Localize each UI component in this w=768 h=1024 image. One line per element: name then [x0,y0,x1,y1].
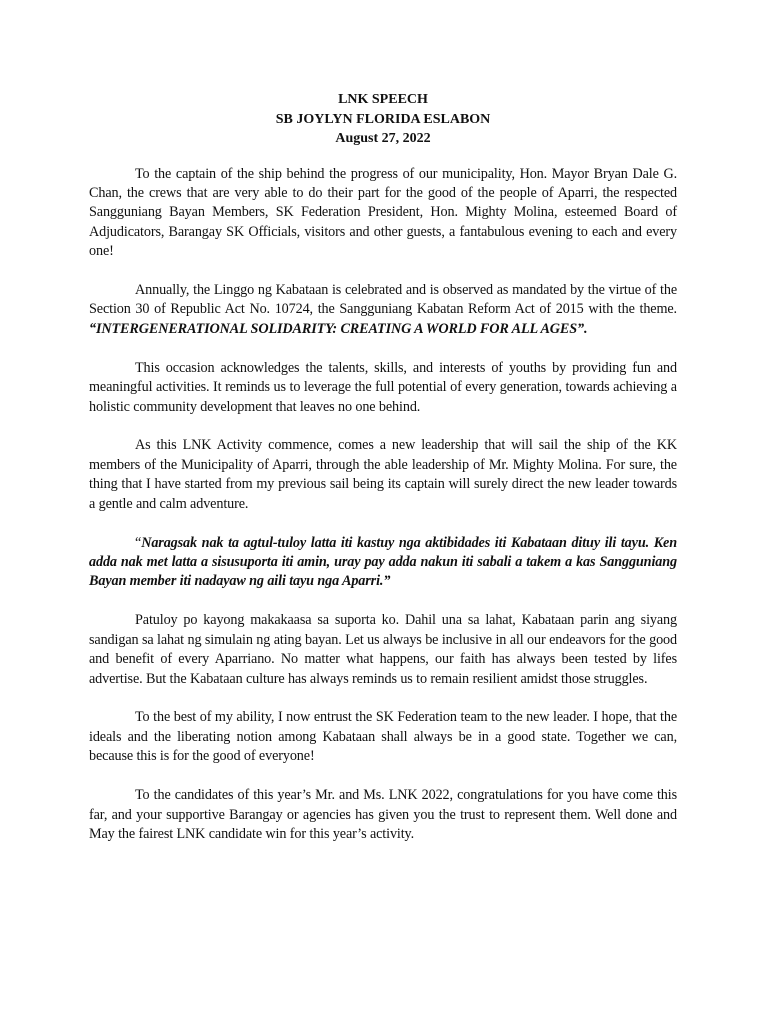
paragraph-theme [89,281,677,339]
document-page [89,90,677,864]
paragraph-candidates: To the candidates of this year’s Mr. and Ms. LNK 2022, congratulations for you have come this far, and your supportive Barangay or agencies has given you the trust to represent them. Well done and May the fairest LNK candidate win for this year’s activity. [89,787,677,842]
paragraph-ilocano-quote [89,534,677,592]
paragraph-support: Patuloy po kayong makakaasa sa suporta ko. Dahil una sa lahat, Kabataan parin ang siyang sandigan sa lahat ng simulain ng ating bayan. Let us always be inclusive in all our endeavors for the good and benefit of every Aparriano. No matter what happens, our faith has always been tested by lifes advertise. But the Kabataan culture has always reminds us to remain resilient amidst those struggles. [89,612,677,687]
quote-open-mark: “ [135,534,142,551]
paragraph-greeting: To the captain of the ship behind the progress of our municipality, Hon. Mayor Bryan Dale G. Chan, the crews that are very able to do their part for the good of the people of Aparri, the respected Sangguniang Bayan Members, SK Federation President, Hon. Mighty Molina, esteemed Board of Adjudicators, Barangay SK Officials, visitors and other guests, a fantabulous evening to each and every one! [89,165,677,260]
paragraph-leadership: As this LNK Activity commence, comes a new leadership that will sail the ship of the KK members of the Municipality of Aparri, through the able leadership of Mr. Mighty Molina. For sure, the thing that I have started from my previous sail being its captain will surely direct the new leader towards a gentle and calm adventure. [89,437,677,512]
speech-title: LNK SPEECH [338,92,428,107]
theme-intro-text: Annually, the Linggo ng Kabataan is celebrated and is observed as mandated by the virtue of the Section 30 of Republic Act No. 10724, the Sangguniang Kabatan Reform Act of 2015 with the theme. [89,282,677,318]
theme-title: “INTERGENERATIONAL SOLIDARITY: CREATING A WORLD FOR ALL AGES”. [89,320,588,337]
paragraph-entrust: To the best of my ability, I now entrust the SK Federation team to the new leader. I hope, that the ideals and the liberating notion among Kabataan shall always be in a good state. Together we can, because this is for the good of everyone! [89,709,677,765]
paragraph-occasion: This occasion acknowledges the talents, skills, and interests of youths by providing fun and meaningful activities. It reminds us to leverage the full potential of every generation, towards achieving a holistic community development that leaves no one behind. [89,359,677,415]
speaker-name: SB JOYLYN FLORIDA ESLABON [275,111,491,127]
speech-date: August 27, 2022 [335,131,431,146]
speech-header [89,90,677,149]
quote-text: Naragsak nak ta agtul-tuloy latta iti kastuy nga aktibidades iti Kabataan dituy ili tayu. Ken adda nak met latta a sisusuporta iti amin, uray pay adda nakun iti sabali a takem a kas Sangguniang Bayan member iti nadayaw ng aili tayu nga Aparri.” [89,534,677,590]
